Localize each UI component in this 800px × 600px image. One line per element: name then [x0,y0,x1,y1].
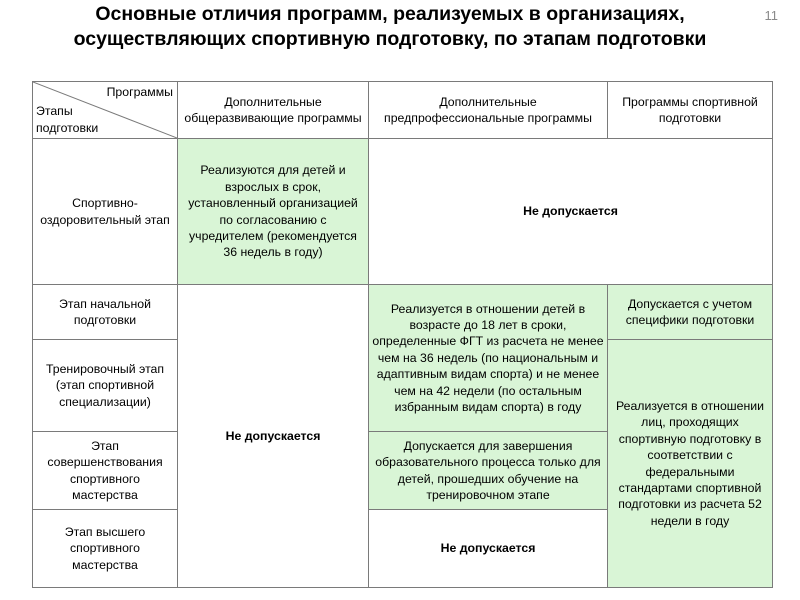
cell-preprof-higher-not-allowed: Не допускается [369,510,608,588]
page-title: Основные отличия программ, реализуемых в организациях, осуществляющих спортивную подготовку, по этапам подготовки [73,3,707,50]
cell-sport-initial: Допускается с учетом специфики подготовки [608,285,773,340]
column-header-sport: Программы спортивной подготовки [608,82,773,139]
column-header-general: Дополнительные общеразвивающие программы [178,82,369,139]
slide-number: 11 [764,8,778,23]
row-label-training-stage: Тренировочный этап (этап спортивной специализации) [33,340,178,432]
row-label-health-stage: Спортивно-оздоровительный этап [33,139,178,285]
comparison-table [32,81,773,588]
cell-sport-rest: Реализуется в отношении лиц, проходящих спортивную подготовку в соответствии с федеральными стандартами спортивной подготовки из расчета 52 недели в году [608,340,773,588]
corner-stages-label: Этапы подготовки [36,104,99,135]
row-label-initial-stage: Этап начальной подготовки [33,285,178,340]
cell-preprof-initial-training: Реализуется в отношении детей в возрасте до 18 лет в сроки, определенные ФГТ из расчета не менее чем на 36 недель (по национальным и адаптивным видам спорта) и не менее чем на 42 недели (по остальным избранным видам спорта) в году [369,285,608,432]
corner-header-cell [33,82,178,139]
cell-health-general: Реализуются для детей и взрослых в срок, установленный организацией по согласованию с учредителем (рекомендуется 36 недель в году) [178,139,369,285]
cell-health-not-allowed: Не допускается [369,139,773,285]
row-label-higher-stage: Этап высшего спортивного мастерства [33,510,178,588]
cell-preprof-improvement: Допускается для завершения образовательного процесса только для детей, прошедших обучение на тренировочном этапе [369,432,608,510]
row-label-improvement-stage: Этап совершенствования спортивного мастерства [33,432,178,510]
cell-general-not-allowed: Не допускается [178,285,369,588]
column-header-preprofessional: Дополнительные предпрофессиональные программы [369,82,608,139]
corner-programs-label: Программы [106,85,173,99]
